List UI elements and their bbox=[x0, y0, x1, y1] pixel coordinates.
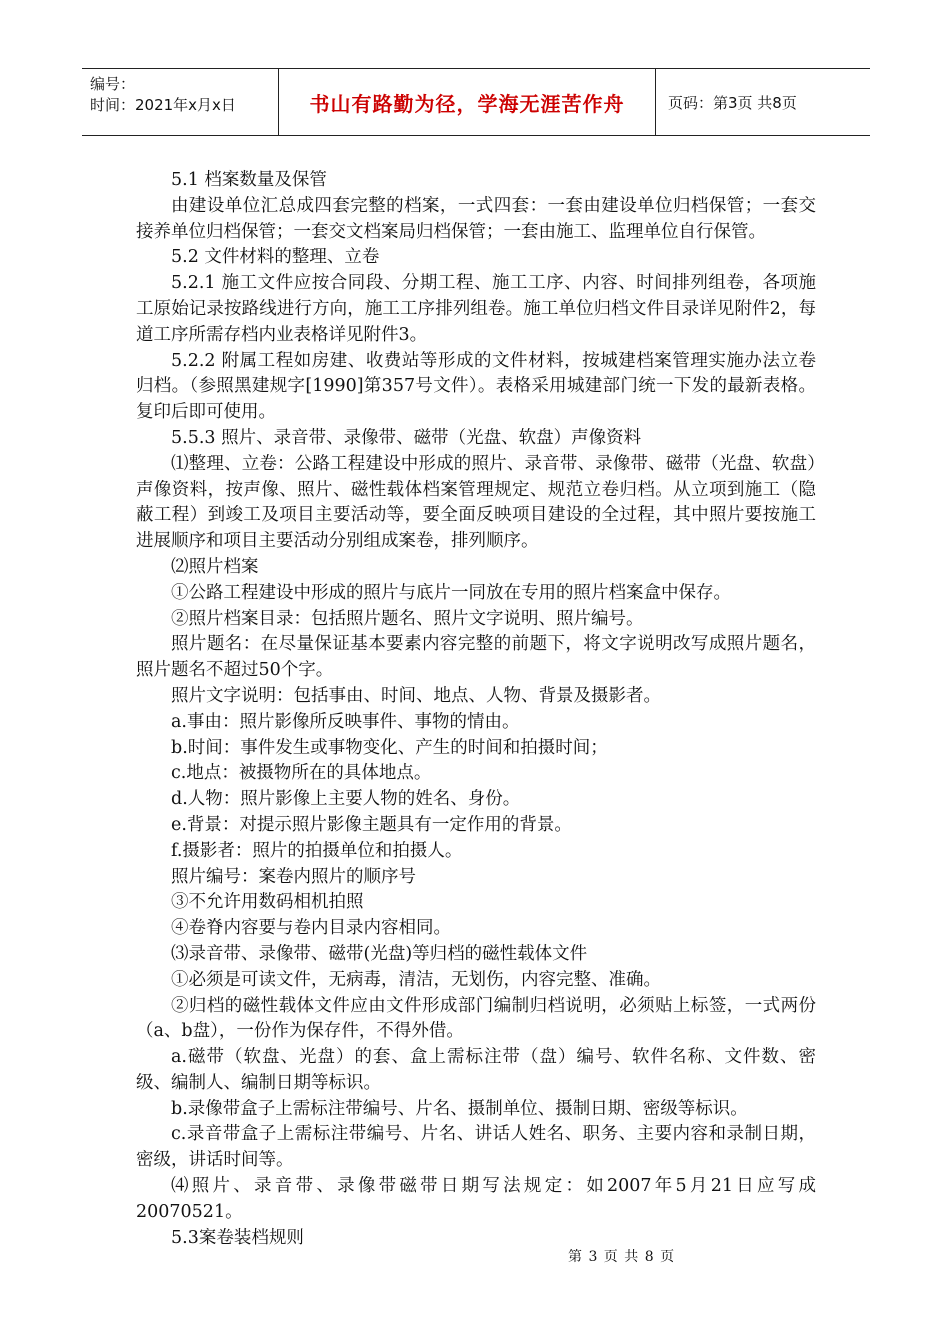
list-item: e.背景：对提示照片影像主题具有一定作用的背景。 bbox=[171, 814, 572, 835]
header-page-info: 页码：第3页 共8页 bbox=[668, 93, 797, 112]
paragraph: ⑷照片、录音带、录像带磁带日期写法规定：如2007年5月21日应写成20070521。 bbox=[136, 1176, 816, 1222]
section-heading-5-3: 5.3案卷装档规则 bbox=[171, 1227, 304, 1248]
list-item: b.时间：事件发生或事物变化、产生的时间和拍摄时间； bbox=[171, 737, 608, 758]
document-date: 时间：2021年x月x日 bbox=[90, 96, 236, 114]
subheading: ⑵照片档案 bbox=[171, 556, 259, 577]
list-item: a.磁带（软盘、光盘）的套、盒上需标注带（盘）编号、软件名称、文件数、密级、编制人、编制日期等标识。 bbox=[136, 1047, 816, 1093]
paragraph: 照片编号：案卷内照片的顺序号 bbox=[171, 866, 416, 887]
section-heading-5-2: 5.2 文件材料的整理、立卷 bbox=[171, 247, 380, 268]
subheading: ⑶录音带、录像带、磁带(光盘)等归档的磁性载体文件 bbox=[171, 943, 588, 964]
paragraph: 照片题名：在尽量保证基本要素内容完整的前题下，将文字说明改写成照片题名，照片题名不超过50个字。 bbox=[136, 634, 816, 681]
list-item: ②归档的磁性载体文件应由文件形成部门编制归档说明，必须贴上标签，一式两份（a、b盘），一份作为保存件，不得外借。 bbox=[136, 995, 816, 1042]
document-number-label: 编号： bbox=[90, 75, 136, 93]
paragraph: 由建设单位汇总成四套完整的档案，一式四套：一套由建设单位归档保管；一套交接养单位归档保管；一套交文档案局归档保管；一套由施工、监理单位自行保管。 bbox=[136, 195, 816, 242]
list-item: a.事由：照片影像所反映事件、事物的情由。 bbox=[171, 711, 520, 732]
paragraph: 5.2.2 附属工程如房建、收费站等形成的文件材料，按城建档案管理实施办法立卷归档。（参照黑建规字[1990]第357号文件）。表格采用城建部门统一下发的最新表格。复印后即可使用。 bbox=[136, 350, 816, 423]
list-item: ①必须是可读文件，无病毒，清洁，无划伤，内容完整、准确。 bbox=[171, 969, 661, 990]
list-item: f.摄影者：照片的拍摄单位和拍摄人。 bbox=[171, 840, 463, 861]
header-meta bbox=[82, 69, 278, 135]
list-item: d.人物：照片影像上主要人物的姓名、身份。 bbox=[171, 789, 521, 810]
header-motto: 书山有路勤为径，学海无涯苦作舟 bbox=[278, 69, 656, 135]
section-heading-5-5-3: 5.5.3 照片、录音带、录像带、磁带（光盘、软盘）声像资料 bbox=[171, 427, 642, 448]
list-item: c.录音带盒子上需标注带编号、片名、讲话人姓名、职务、主要内容和录制日期，密级，讲话时间等。 bbox=[136, 1124, 816, 1171]
list-item: c.地点：被摄物所在的具体地点。 bbox=[171, 763, 432, 784]
list-item: b.录像带盒子上需标注带编号、片名、摄制单位、摄制日期、密级等标识。 bbox=[171, 1098, 748, 1119]
list-item: ②照片档案目录：包括照片题名、照片文字说明、照片编号。 bbox=[171, 608, 644, 629]
paragraph: ⑴整理、立卷：公路工程建设中形成的照片、录音带、录像带、磁带（光盘、软盘）声像资料，按声像、照片、磁性载体档案管理规定、规范立卷归档。从立项到施工（隐蔽工程）到竣工及项目主要活动等，要全面反映项目建设的全过程，其中照片要按施工进展顺序和项目主要活动分别组成案卷，排列顺序。 bbox=[136, 453, 816, 552]
page-footer: 第 3 页 共 8 页 bbox=[568, 1249, 676, 1265]
page-header bbox=[82, 68, 870, 136]
list-item: ①公路工程建设中形成的照片与底片一同放在专用的照片档案盒中保存。 bbox=[171, 582, 731, 603]
section-heading-5-1: 5.1 档案数量及保管 bbox=[171, 170, 327, 190]
document-body bbox=[136, 168, 816, 1251]
list-item: ③不允许用数码相机拍照 bbox=[171, 892, 364, 913]
list-item: ④卷脊内容要与卷内目录内容相同。 bbox=[171, 918, 451, 939]
paragraph: 5.2.1 施工文件应按合同段、分期工程、施工工序、内容、时间排列组卷，各项施工原始记录按路线进行方向，施工工序排列组卷。施工单位归档文件目录详见附件2，每道工序所需存档内业表格详见附件3。 bbox=[136, 273, 816, 345]
paragraph: 照片文字说明：包括事由、时间、地点、人物、背景及摄影者。 bbox=[171, 685, 661, 706]
